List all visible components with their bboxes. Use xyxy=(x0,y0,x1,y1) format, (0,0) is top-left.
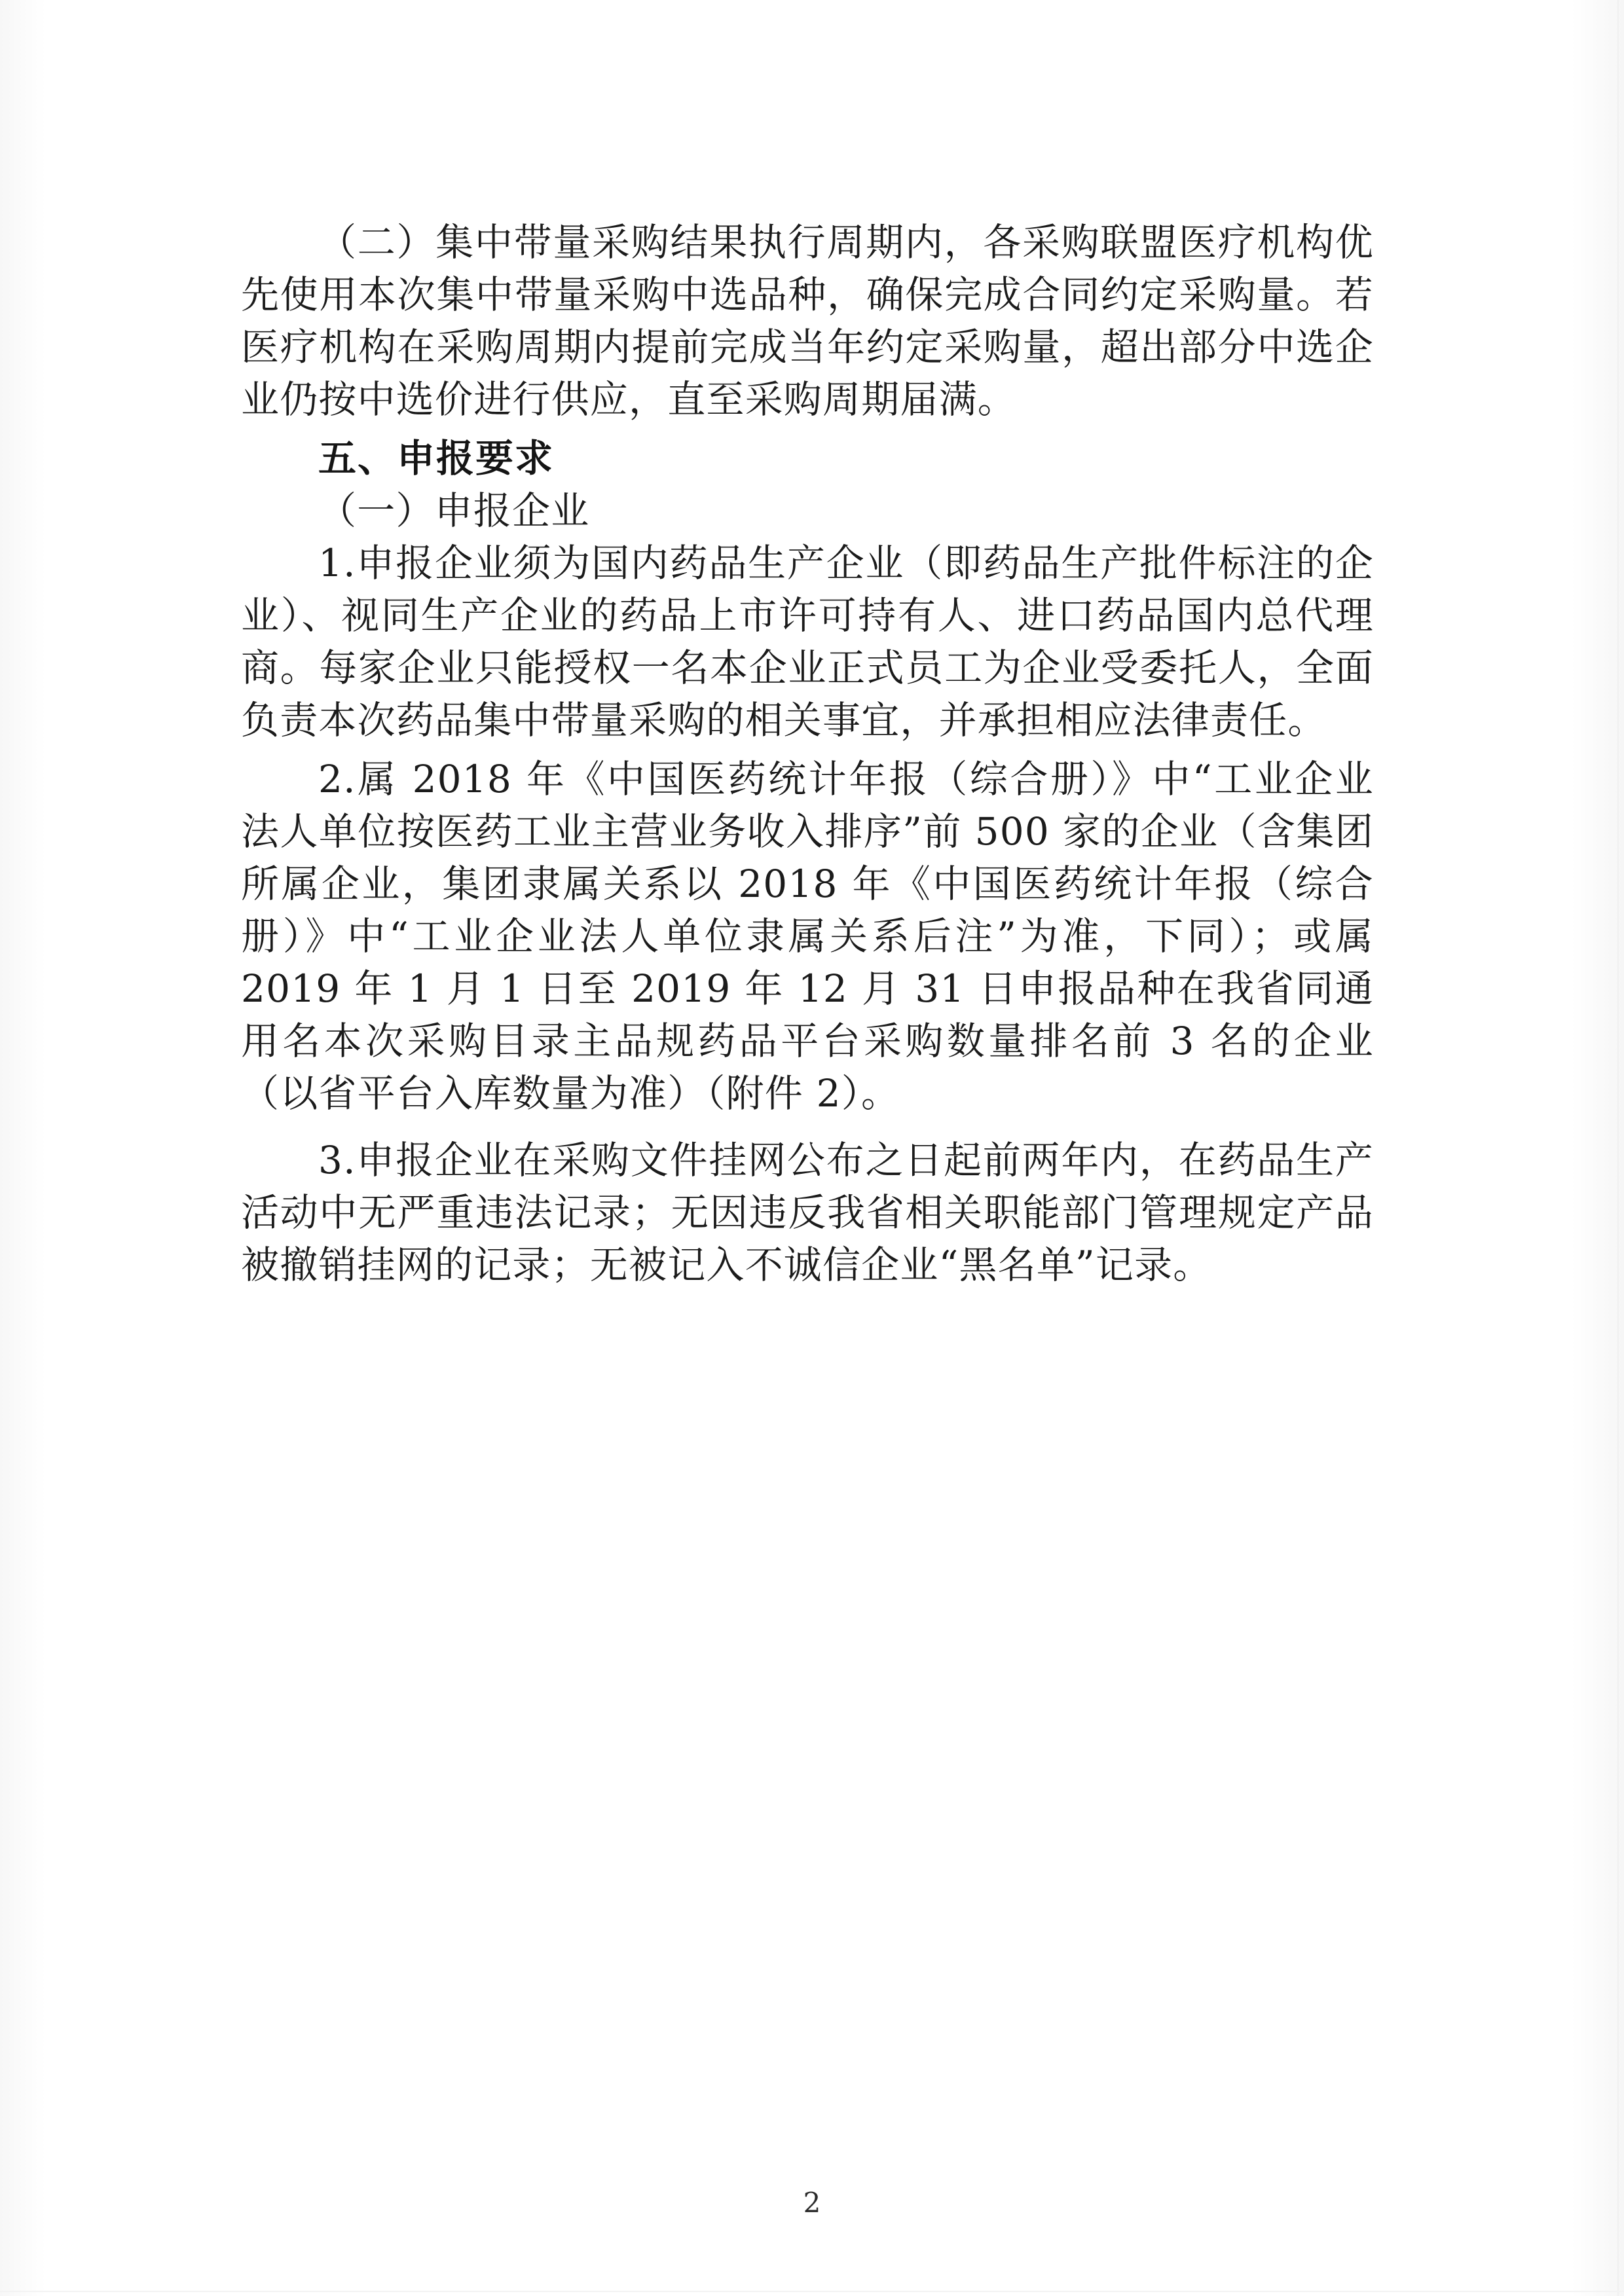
list-item-1: 1.申报企业须为国内药品生产企业（即药品生产批件标注的企业）、视同生产企业的药品上市许可持有人、进口药品国内总代理商。每家企业只能授权一名本企业正式员工为企业受委托人，全面负责本次药品集中带量采购的相关事宜，并承担相应法律责任。 xyxy=(241,541,1374,742)
list-item-3: 3.申报企业在采购文件挂网公布之日起前两年内，在药品生产活动中无严重违法记录；无因违反我省相关职能部门管理规定产品被撤销挂网的记录；无被记入不诚信企业“黑名单”记录。 xyxy=(241,1138,1374,1287)
subsection-heading-one: （一）申报企业 xyxy=(318,488,590,533)
scan-edge-right xyxy=(1617,0,1619,2296)
scan-edge-bottom xyxy=(0,2291,1624,2292)
spacer xyxy=(241,1120,1374,1134)
paragraph-section-two: （二）集中带量采购结果执行周期内，各采购联盟医疗机构优先使用本次集中带量采购中选品种，确保完成合同约定采购量。若医疗机构在采购周期内提前完成当年约定采购量，超出部分中选企业仍按中选价进行供应，直至采购周期届满。 xyxy=(241,220,1374,422)
spacer xyxy=(241,746,1374,753)
section-heading-five: 五、申报要求 xyxy=(318,436,555,481)
spacer xyxy=(241,426,1374,432)
document-text-body xyxy=(241,216,1374,1291)
page-number: 2 xyxy=(803,2187,821,2219)
list-item-2: 2.属 2018 年《中国医药统计年报（综合册）》中“工业企业法人单位按医药工业主营业务收入排序”前 500 家的企业（含集团所属企业，集团隶属关系以 2018 年《中国医药统计年报（综合册）》中“工业企业法人单位隶属关系后注”为准，下同）；或属 2019 年 1 月 1 日至 2019 年 12 月 31 日申报品种在我省同通用名本次采购目录主品规药品平台采购数量排名前 3 名的企业（以省平台入库数量为准）（附件 2）。 xyxy=(241,757,1374,1116)
